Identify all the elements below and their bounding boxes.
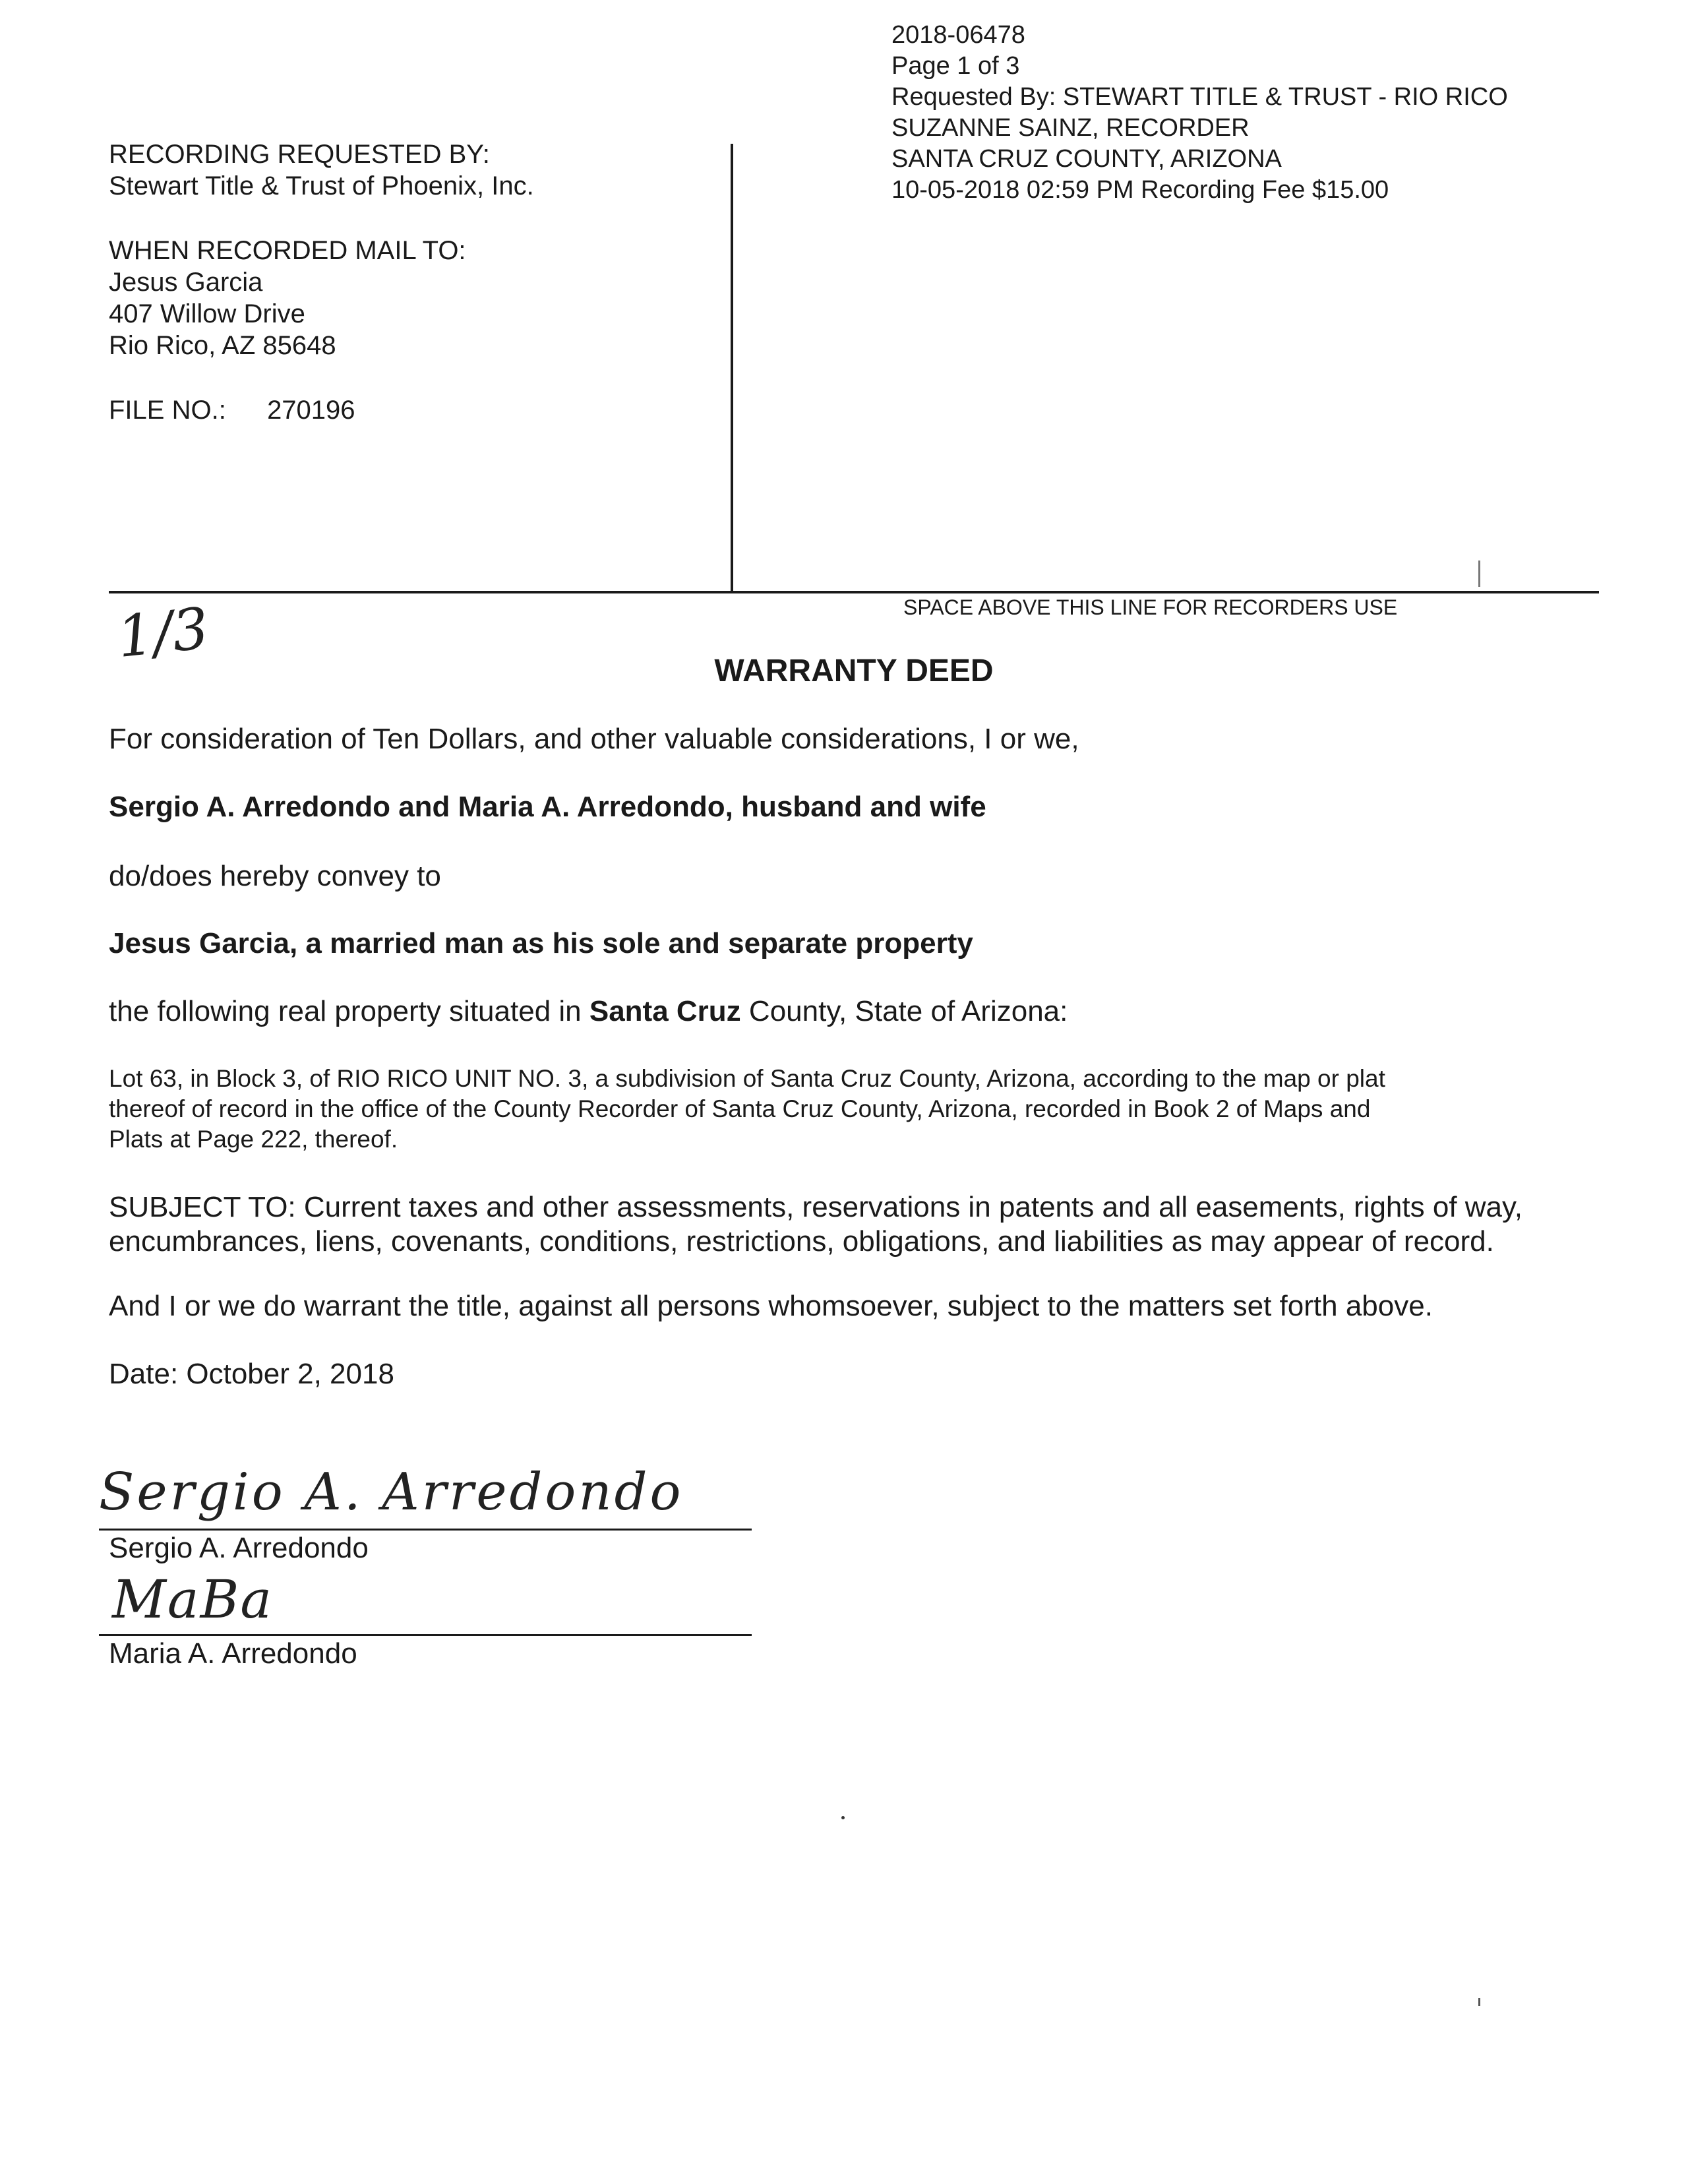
signer-name-maria: Maria A. Arredondo <box>109 1637 357 1670</box>
mail-to-label: WHEN RECORDED MAIL TO: <box>109 236 466 265</box>
document-number: 2018-06478 <box>891 21 1025 49</box>
header-vertical-divider <box>731 144 733 593</box>
signature-maria: MaBa <box>112 1569 274 1630</box>
recorder-stamp <box>891 20 1508 206</box>
file-number-label: FILE NO.: <box>109 396 226 425</box>
mail-to-city: Rio Rico, AZ 85648 <box>109 331 336 360</box>
warranty-text: And I or we do warrant the title, against all persons whomsoever, subject to the matters set forth above. <box>109 1290 1433 1322</box>
consideration-text: For consideration of Ten Dollars, and other valuable considerations, I or we, <box>109 723 1079 755</box>
grantee: Jesus Garcia, a married man as his sole and separate property <box>109 927 973 959</box>
recorder-name: SUZANNE SAINZ, RECORDER <box>891 114 1250 142</box>
property-county: Santa Cruz <box>589 995 741 1027</box>
property-intro-before: the following real property situated in <box>109 995 589 1027</box>
property-intro-after: County, State of Arizona: <box>740 995 1068 1027</box>
file-number-value: 270196 <box>267 396 355 425</box>
handwritten-page-note: 1/3 <box>114 595 212 671</box>
property-intro <box>109 994 1068 1029</box>
subject-to <box>109 1190 1522 1259</box>
recording-requested-value: Stewart Title & Trust of Phoenix, Inc. <box>109 171 534 200</box>
mail-to-street: 407 Willow Drive <box>109 299 305 328</box>
legal-description-line: thereof of record in the office of the County Recorder of Santa Cruz County, Arizona, recorded in Book 2 of Maps and <box>109 1095 1371 1122</box>
legal-description-line: Plats at Page 222, thereof. <box>109 1126 398 1153</box>
mail-to-name: Jesus Garcia <box>109 268 263 297</box>
legal-description-line: Lot 63, in Block 3, of RIO RICO UNIT NO. 3, a subdivision of Santa Cruz County, Arizona, according to the map or plat <box>109 1065 1385 1092</box>
recorders-use-note: SPACE ABOVE THIS LINE FOR RECORDERS USE <box>903 595 1398 619</box>
recording-requested-label: RECORDING REQUESTED BY: <box>109 140 490 169</box>
scan-speck <box>1478 561 1480 587</box>
signature-line <box>99 1529 752 1531</box>
signature-sergio: Sergio A. Arredondo <box>99 1463 684 1522</box>
scan-speck <box>1478 1998 1480 2006</box>
legal-description <box>109 1064 1385 1155</box>
recorder-county: SANTA CRUZ COUNTY, ARIZONA <box>891 145 1282 173</box>
recording-requested-block <box>109 138 534 202</box>
convey-text: do/does hereby convey to <box>109 860 441 892</box>
signature-line <box>99 1634 752 1636</box>
subject-to-line: encumbrances, liens, covenants, conditions, restrictions, obligations, and liabilities as may appear of record. <box>109 1225 1494 1258</box>
deed-date: Date: October 2, 2018 <box>109 1358 394 1390</box>
grantors: Sergio A. Arredondo and Maria A. Arredondo, husband and wife <box>109 791 986 823</box>
page-count: Page 1 of 3 <box>891 52 1020 80</box>
recorders-use-line <box>109 591 1599 593</box>
file-number-block <box>109 394 355 426</box>
subject-to-line: SUBJECT TO: Current taxes and other assessments, reservations in patents and all easements, rights of way, <box>109 1191 1522 1223</box>
recording-timestamp-fee: 10-05-2018 02:59 PM Recording Fee $15.00 <box>891 176 1389 204</box>
signer-name-sergio: Sergio A. Arredondo <box>109 1532 369 1564</box>
page-title: WARRANTY DEED <box>714 653 994 688</box>
mail-to-block <box>109 235 466 361</box>
requested-by: Requested By: STEWART TITLE & TRUST - RIO RICO <box>891 83 1508 111</box>
scan-speck <box>841 1816 845 1819</box>
